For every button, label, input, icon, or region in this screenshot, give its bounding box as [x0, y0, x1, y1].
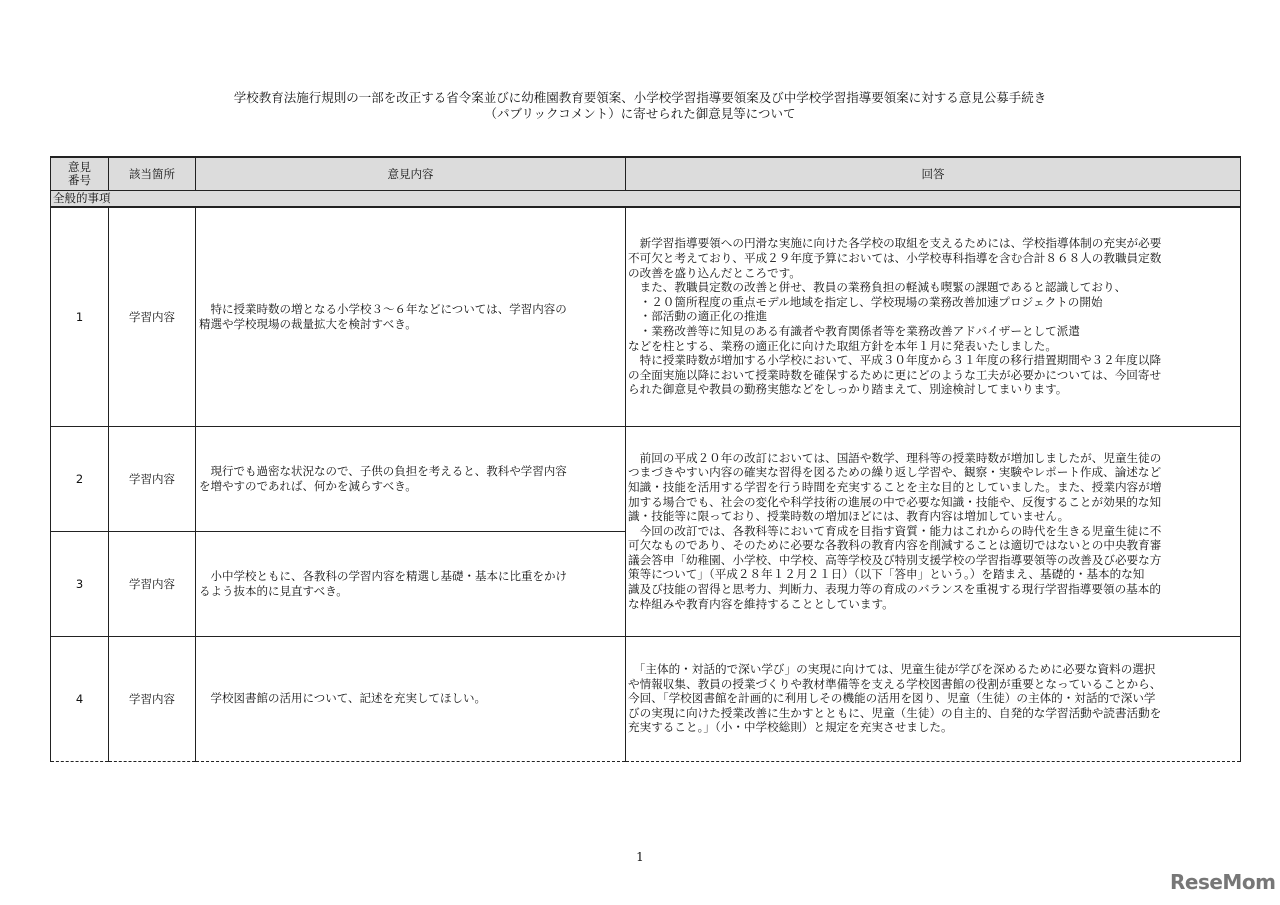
table-row — [51, 207, 1241, 426]
row-answer: 前回の平成２０年の改訂においては、国語や数学、理科等の授業時数が増加しましたが、児童生徒の つまづきやすい内容の確実な習得を図るための繰り返し学習や、観察・実験やレポート作成、論述など 知識・技能を活用する学習を行う時間を充実することを主な目的としていました。また、授業内容が増 加する場合でも、社会の変化や科学技術の進展の中で必要な知識・技能や、反復することが効果的な知 識・技能等に限っており、授業時数の増加ほどには、教育内容は増加していません。 今回の改訂では、各教科等において育成を目指す資質・能力はこれからの時代を生きる児童生徒に不 可欠なものであり、そのために必要な各教科の教育内容を削減することは適切ではないとの中央教育審 議会答申「幼稚園、小学校、中学校、高等学校及び特別支援学校の学習指導要領等の改善及び必要な方 策等について」（平成２８年１２月２１日）（以下「答申」という。）を踏まえ、基礎的・基本的な知 識及び技能の習得と思考力、判断力、表現力等の育成のバランスを重視する現行学習指導要領の基本的 な枠組みや教育内容を維持することとしています。 — [626, 426, 1241, 636]
row-number: 3 — [51, 531, 109, 636]
row-location: 学習内容 — [109, 636, 196, 761]
row-location: 学習内容 — [109, 426, 196, 531]
header-location: 該当箇所 — [109, 157, 196, 191]
table-row — [51, 636, 1241, 761]
table-row — [51, 426, 1241, 531]
header-number: 意見 番号 — [51, 157, 109, 191]
row-answer: 「主体的・対話的で深い学び」の実現に向けては、児童生徒が学びを深めるために必要な資料の選択 や情報収集、教員の授業づくりや教材準備等を支える学校図書館の役割が重要となっていることから、 今回、「学校図書館を計画的に利用しその機能の活用を図り、児童（生徒）の主体的・対話的で深い学 びの実現に向けた授業改善に生かすとともに、児童（生徒）の自主的、自発的な学習活動や読書活動を 充実すること。」（小・中学校総則）と規定を充実させました。 — [626, 636, 1241, 761]
row-opinion: 特に授業時数の増となる小学校３～６年などについては、学習内容の 精選や学校現場の裁量拡大を検討すべき。 — [196, 207, 626, 426]
page-number: 1 — [636, 850, 644, 864]
row-answer: 新学習指導要領への円滑な実施に向けた各学校の取組を支えるためには、学校指導体制の充実が必要 不可欠と考えており、平成２９年度予算においては、小学校専科指導を含む合計８６８人の教職員定数 の改善を盛り込んだところです。 また、教職員定数の改善と併せ、教員の業務負担の軽減も喫緊の課題であると認識しており、 ・２０箇所程度の重点モデル地域を指定し、学校現場の業務改善加速プロジェクトの開始 ・部活動の適正化の推進 ・業務改善等に知見のある有識者や教育関係者等を業務改善アドバイザーとして派遣 などを柱とする、業務の適正化に向けた取組方針を本年１月に発表いたしました。 特に授業時数が増加する小学校において、平成３０年度から３１年度の移行措置期間や３２年度以降 の全面実施以降において授業時数を確保するために更にどのような工夫が必要かについては、今回寄せ られた御意見や教員の勤務実態などをしっかり踏まえて、別途検討してまいります。 — [626, 207, 1241, 426]
comments-table — [50, 156, 1241, 762]
row-opinion: 現行でも過密な状況なので、子供の負担を考えると、教科や学習内容 を増やすのであれば、何かを減らすべき。 — [196, 426, 626, 531]
document-title: 学校教育法施行規則の一部を改正する省令案並びに幼稚園教育要領案、小学校学習指導要領案及び中学校学習指導要領案に対する意見公募手続き （パブリックコメント）に寄せられた御意見等について — [233, 90, 1047, 121]
header-answer: 回答 — [626, 157, 1241, 191]
row-number: 2 — [51, 426, 109, 531]
section-row — [51, 191, 1241, 208]
section-label: 全般的事項 — [51, 191, 1241, 208]
row-number: 4 — [51, 636, 109, 761]
table-header — [51, 157, 1241, 191]
header-opinion: 意見内容 — [196, 157, 626, 191]
row-location: 学習内容 — [109, 531, 196, 636]
resemom-logo: ReseMom — [1170, 870, 1276, 894]
row-opinion: 小中学校ともに、各教科の学習内容を精選し基礎・基本に比重をかけ るよう抜本的に見直すべき。 — [196, 531, 626, 636]
row-number: 1 — [51, 207, 109, 426]
row-location: 学習内容 — [109, 207, 196, 426]
row-opinion: 学校図書館の活用について、記述を充実してほしい。 — [196, 636, 626, 761]
